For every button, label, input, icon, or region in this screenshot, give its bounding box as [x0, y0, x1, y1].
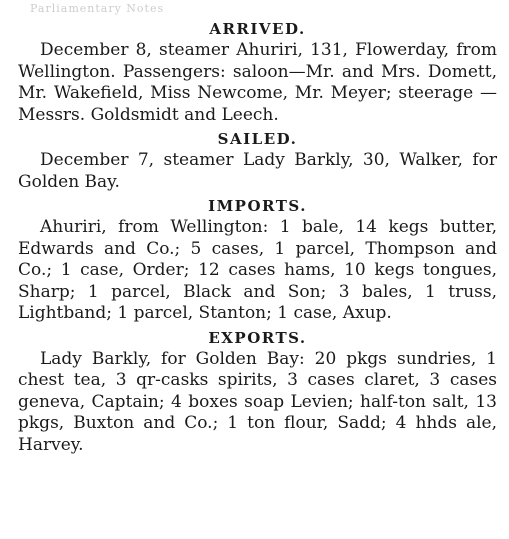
faint-header-text: Parliamentary Notes	[30, 2, 165, 15]
section-text-imports: Ahuriri, from Wellington: 1 bale, 14 kegs butter, Edwards and Co.; 5 cases, 1 parcel, Thompson and Co.; 1 case, Order; 12 cases hams, 10 kegs tongues, Sharp; 1 parcel, Black and Son; 3 bales, 1 truss, Lightband; 1 parcel, Stanton; 1 case, Axup.	[18, 217, 497, 323]
section-text-exports: Lady Barkly, for Golden Bay: 20 pkgs sundries, 1 chest tea, 3 qr-casks spirits, 3 cases claret, 3 cases geneva, Captain; 4 boxes soap Levien; half-ton salt, 13 pkgs, Buxton and Co.; 1 ton flour, Sadd; 4 hhds ale, Harvey.	[18, 348, 497, 455]
section-exports	[18, 329, 497, 457]
section-text-sailed: December 7, steamer Lady Barkly, 30, Walker, for Golden Bay.	[18, 150, 497, 192]
section-arrived	[18, 20, 497, 126]
section-heading-imports: IMPORTS.	[208, 197, 307, 215]
section-heading-arrived: ARRIVED.	[209, 20, 306, 38]
section-sailed	[18, 130, 497, 193]
section-heading-sailed: SAILED.	[217, 130, 298, 148]
section-text-arrived: December 8, steamer Ahuriri, 131, Flowerday, from Wellington. Passengers: saloon—Mr. and Mrs. Domett, Mr. Wakefield, Miss Newcome, Mr. Meyer; steerage — Messrs. Goldsmidt and Leech.	[18, 40, 497, 125]
section-heading-exports: EXPORTS.	[208, 328, 307, 347]
section-imports	[18, 197, 497, 325]
